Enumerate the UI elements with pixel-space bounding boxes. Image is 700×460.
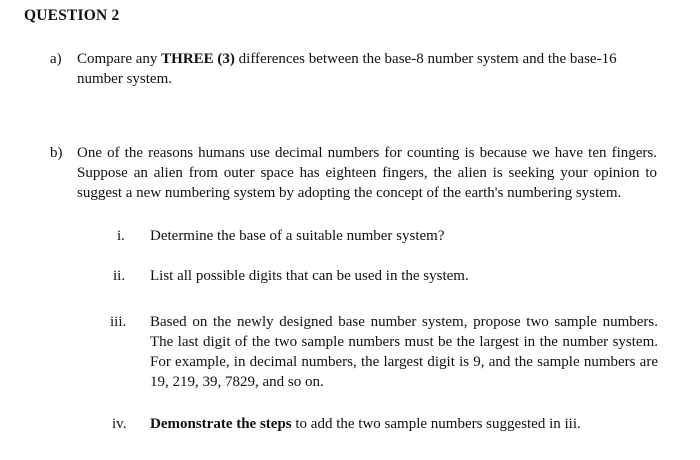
- item-ii-numeral: ii.: [113, 268, 126, 284]
- part-a-emphasis: THREE (3): [161, 51, 235, 67]
- item-i-text: Determine the base of a suitable number system?: [150, 228, 445, 244]
- part-a-text: [77, 49, 657, 89]
- item-i-numeral: i.: [117, 228, 125, 244]
- part-b-text: One of the reasons humans use decimal numbers for counting is because we have ten fingers. Suppose an alien from outer space has eighteen fingers, the alien is seeking your opinion to suggest a new numbering system by adopting the concept of the earth's numbering system.: [77, 145, 657, 201]
- item-iv-numeral: iv.: [112, 416, 127, 432]
- part-a-prefix: Compare any: [77, 51, 162, 67]
- item-iv-text: [150, 414, 658, 434]
- item-iii-numeral: iii.: [110, 314, 127, 330]
- item-iv-emphasis: Demonstrate the steps: [150, 416, 292, 432]
- question-title: QUESTION 2: [24, 7, 120, 24]
- part-a-suffix: differences between the base-8 number system and the base-16 number system.: [77, 51, 617, 87]
- part-b-label: b): [50, 145, 63, 161]
- item-iii-text: Based on the newly designed base number system, propose two sample numbers. The last digit of the two sample numbers must be the largest in the number system. For example, in decimal numbers, the largest digit is 9, and the sample numbers are 19, 219, 39, 7829, and so on.: [150, 314, 658, 390]
- item-ii-text: List all possible digits that can be used in the system.: [150, 268, 469, 284]
- part-a-label: a): [50, 51, 62, 67]
- item-iv-rest: to add the two sample numbers suggested in iii.: [291, 416, 581, 432]
